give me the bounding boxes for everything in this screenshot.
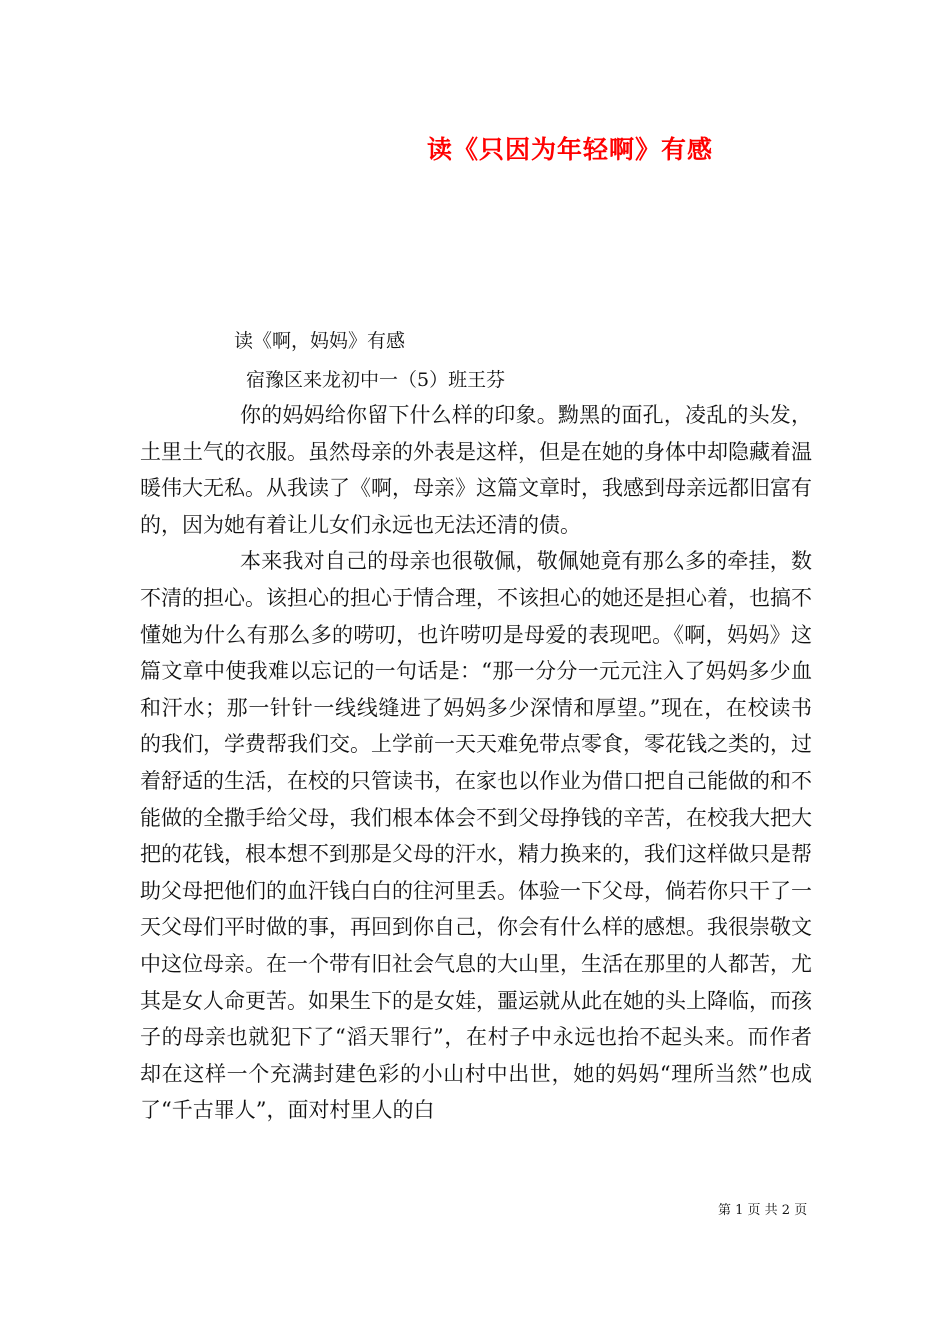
paragraph-1: 你的妈妈给你留下什么样的印象。黝黑的面孔，凌乱的头发，土里土气的衣服。虽然母亲的外表是这样，但是在她的身体中却隐藏着温暖伟大无私。从我读了《啊，母亲》这篇文章时，我感到母亲远都旧富有的，因为她有着让儿女们永远也无法还清的债。 (140, 403, 812, 537)
article-body (140, 397, 812, 1129)
paragraph-2: 本来我对自己的母亲也很敬佩，敬佩她竟有那么多的牵挂，数不清的担心。该担心的担心于情合理，不该担心的她还是担心着，也搞不懂她为什么有那么多的唠叨，也许唠叨是母爱的表现吧。《啊，妈妈》这篇文章中使我难以忘记的一句话是：“那一分分一元元注入了妈妈多少血和汗水；那一针针一线线缝进了妈妈多少深情和厚望。”现在，在校读书的我们，学费帮我们交。上学前一天天难免带点零食，零花钱之类的，过着舒适的生活，在校的只管读书，在家也以作业为借口把自己能做的和不能做的全撒手给父母，我们根本体会不到父母挣钱的辛苦，在校我大把大把的花钱，根本想不到那是父母的汗水，精力换来的，我们这样做只是帮助父母把他们的血汗钱白白的往河里丢。体验一下父母，倘若你只干了一天父母们平时做的事，再回到你自己，你会有什么样的感想。我很崇敬文中这位母亲。在一个带有旧社会气息的大山里，生活在那里的人都苦，尤其是女人命更苦。如果生下的是女娃，噩运就从此在她的头上降临，而孩子的母亲也就犯下了“滔天罪行”，在村子中永远也抬不起头来。而作者却在这样一个充满封建色彩的小山村中出世，她的妈妈“理所当然”也成了“千古罪人”，面对村里人的白 (140, 549, 812, 1123)
article-subtitle: 读《啊，妈妈》有感 (234, 330, 406, 352)
page-title: 读《只因为年轻啊》有感 (426, 135, 713, 164)
page-number-footer: 第 1 页 共 2 页 (718, 1203, 808, 1218)
author-byline: 宿豫区来龙初中一（5）班王芬 (246, 369, 506, 391)
